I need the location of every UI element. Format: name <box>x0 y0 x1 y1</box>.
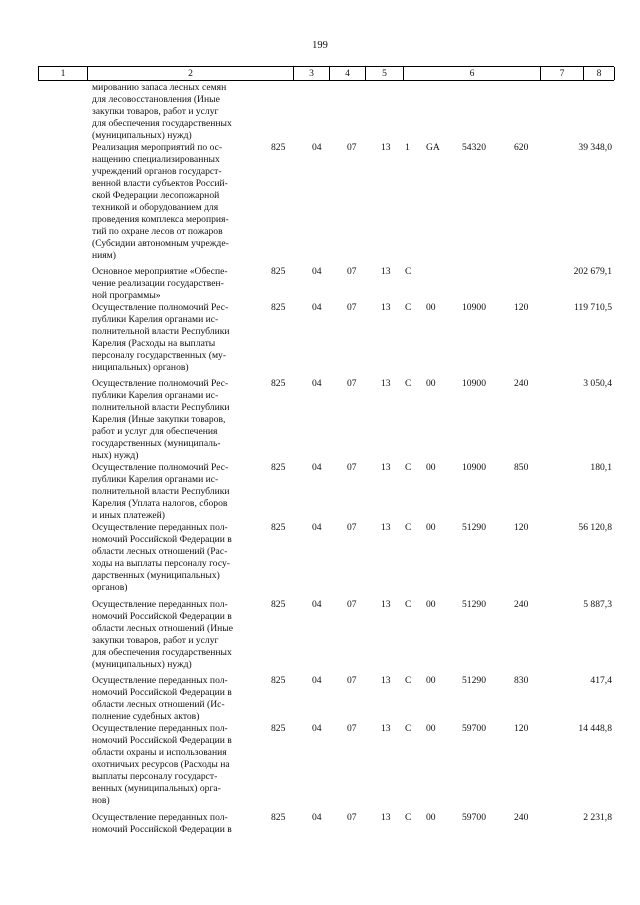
cell-c6a: 13 <box>381 378 391 389</box>
cell-c3: 825 <box>271 812 286 823</box>
row-description: Реализация мероприятий по ос- нащению специализированных учреждений органов государст- венной власти субъектов Россий- ской Федерации лесопожарной техникой и оборудованием для проведения комплекса мероприя- тий по охране лесов от пожаров (Субсидии автономным учрежде- ниям) <box>92 142 229 261</box>
cell-c6b: С <box>405 599 412 610</box>
cell-c6d: 59700 <box>462 723 486 734</box>
cell-c6c: 00 <box>426 812 436 823</box>
cell-c6a: 13 <box>381 522 391 533</box>
cell-c5: 07 <box>347 378 357 389</box>
cell-c4: 04 <box>312 723 322 734</box>
cell-c6a: 13 <box>381 142 391 153</box>
cell-c7: 120 <box>514 522 529 533</box>
cell-c5: 07 <box>347 142 357 153</box>
cell-c6b: С <box>405 522 412 533</box>
cell-c4: 04 <box>312 266 322 277</box>
cell-c6a: 13 <box>381 675 391 686</box>
cell-c6c: 00 <box>426 675 436 686</box>
cell-c6a: 13 <box>381 723 391 734</box>
cell-c6c: GA <box>426 142 440 153</box>
cell-c6a: 13 <box>381 462 391 473</box>
cell-c7: 120 <box>514 302 529 313</box>
column-header-5: 5 <box>365 67 403 80</box>
cell-c6d: 54320 <box>462 142 486 153</box>
column-header-8: 8 <box>583 67 615 80</box>
cell-c4: 04 <box>312 675 322 686</box>
cell-amount: 180,1 <box>590 462 612 473</box>
cell-c7: 240 <box>514 812 529 823</box>
cell-c6c: 00 <box>426 723 436 734</box>
cell-c7: 830 <box>514 675 529 686</box>
row-description: Осуществление полномочий Рес- публики Карелия органами ис- полнительной власти Республики Карелия (Уплата налогов, сборов и иных платежей) <box>92 462 230 521</box>
cell-c5: 07 <box>347 302 357 313</box>
cell-c5: 07 <box>347 599 357 610</box>
cell-c3: 825 <box>271 675 286 686</box>
cell-c6a: 13 <box>381 266 391 277</box>
row-description: мированию запаса лесных семян для лесовосстановления (Иные закупки товаров, работ и услуг для обеспечения государственных (муниципальных) нужд) <box>92 82 232 141</box>
cell-c5: 07 <box>347 462 357 473</box>
cell-c3: 825 <box>271 378 286 389</box>
cell-amount: 56 120,8 <box>578 522 612 533</box>
row-description: Осуществление переданных пол- номочий Российской Федерации в области лесных отношений (Ис- полнение судебных актов) <box>92 675 232 722</box>
cell-c6d: 59700 <box>462 812 486 823</box>
cell-c7: 240 <box>514 599 529 610</box>
cell-c6b: С <box>405 812 412 823</box>
cell-c6d: 10900 <box>462 462 486 473</box>
row-description: Основное мероприятие «Обеспе- чение реализации государствен- ной программы» <box>92 266 228 301</box>
cell-c6b: С <box>405 723 412 734</box>
cell-c6d: 10900 <box>462 378 486 389</box>
cell-amount: 39 348,0 <box>578 142 612 153</box>
cell-amount: 417,4 <box>590 675 612 686</box>
cell-c4: 04 <box>312 599 322 610</box>
row-description: Осуществление переданных пол- номочий Российской Федерации в <box>92 812 232 835</box>
row-description: Осуществление полномочий Рес- публики Карелия органами ис- полнительной власти Республики Карелия (Расходы на выплаты персоналу государственных (му- ниципальных) органов) <box>92 302 230 373</box>
cell-c6c: 00 <box>426 378 436 389</box>
row-description: Осуществление переданных пол- номочий Российской Федерации в области охраны и использования охотничьих ресурсов (Расходы на выплаты персоналу государст- венных (муниципальных) орга- нов) <box>92 723 232 806</box>
cell-c6d: 51290 <box>462 522 486 533</box>
cell-c7: 850 <box>514 462 529 473</box>
cell-c4: 04 <box>312 302 322 313</box>
cell-c6b: С <box>405 675 412 686</box>
cell-amount: 119 710,5 <box>573 302 612 313</box>
cell-c6b: 1 <box>405 142 410 153</box>
cell-c5: 07 <box>347 522 357 533</box>
cell-c6d: 51290 <box>462 675 486 686</box>
cell-c3: 825 <box>271 302 286 313</box>
table-header <box>38 66 614 81</box>
cell-c3: 825 <box>271 266 286 277</box>
cell-c5: 07 <box>347 266 357 277</box>
column-header-4: 4 <box>329 67 365 80</box>
column-header-3: 3 <box>293 67 329 80</box>
cell-c3: 825 <box>271 599 286 610</box>
column-header-6: 6 <box>403 67 540 80</box>
page-number: 199 <box>312 40 328 51</box>
cell-c4: 04 <box>312 812 322 823</box>
column-header-1: 1 <box>38 67 87 80</box>
cell-c6d: 10900 <box>462 302 486 313</box>
cell-c6a: 13 <box>381 812 391 823</box>
cell-c7: 120 <box>514 723 529 734</box>
cell-c4: 04 <box>312 522 322 533</box>
cell-c6a: 13 <box>381 302 391 313</box>
cell-c3: 825 <box>271 462 286 473</box>
cell-c6b: С <box>405 302 412 313</box>
cell-c3: 825 <box>271 522 286 533</box>
cell-c6c: 00 <box>426 599 436 610</box>
column-header-2: 2 <box>87 67 293 80</box>
column-header-7: 7 <box>540 67 583 80</box>
cell-c6b: С <box>405 266 412 277</box>
cell-amount: 5 887,3 <box>583 599 612 610</box>
cell-c5: 07 <box>347 723 357 734</box>
cell-amount: 2 231,8 <box>583 812 612 823</box>
cell-c7: 240 <box>514 378 529 389</box>
cell-c4: 04 <box>312 462 322 473</box>
row-description: Осуществление полномочий Рес- публики Карелия органами ис- полнительной власти Республики Карелия (Иные закупки товаров, работ и услуг для обеспечения государственных (муниципаль- ных) нужд) <box>92 378 230 461</box>
row-description: Осуществление переданных пол- номочий Российской Федерации в области лесных отношений (Иные закупки товаров, работ и услуг для обеспечения государственных (муниципальных) нужд) <box>92 599 233 670</box>
cell-c5: 07 <box>347 812 357 823</box>
cell-c5: 07 <box>347 675 357 686</box>
cell-c3: 825 <box>271 142 286 153</box>
cell-amount: 14 448,8 <box>578 723 612 734</box>
cell-c6b: С <box>405 462 412 473</box>
cell-c6b: С <box>405 378 412 389</box>
cell-amount: 3 050,4 <box>583 378 612 389</box>
cell-c6c: 00 <box>426 462 436 473</box>
cell-c7: 620 <box>514 142 529 153</box>
cell-c6c: 00 <box>426 522 436 533</box>
cell-c6c: 00 <box>426 302 436 313</box>
cell-c6a: 13 <box>381 599 391 610</box>
cell-c3: 825 <box>271 723 286 734</box>
row-description: Осуществление переданных пол- номочий Российской Федерации в области лесных отношений (Рас- ходы на выплаты персоналу госу- дарственных (муниципальных) органов) <box>92 522 232 593</box>
cell-c4: 04 <box>312 378 322 389</box>
cell-c6d: 51290 <box>462 599 486 610</box>
cell-c4: 04 <box>312 142 322 153</box>
cell-amount: 202 679,1 <box>573 266 612 277</box>
